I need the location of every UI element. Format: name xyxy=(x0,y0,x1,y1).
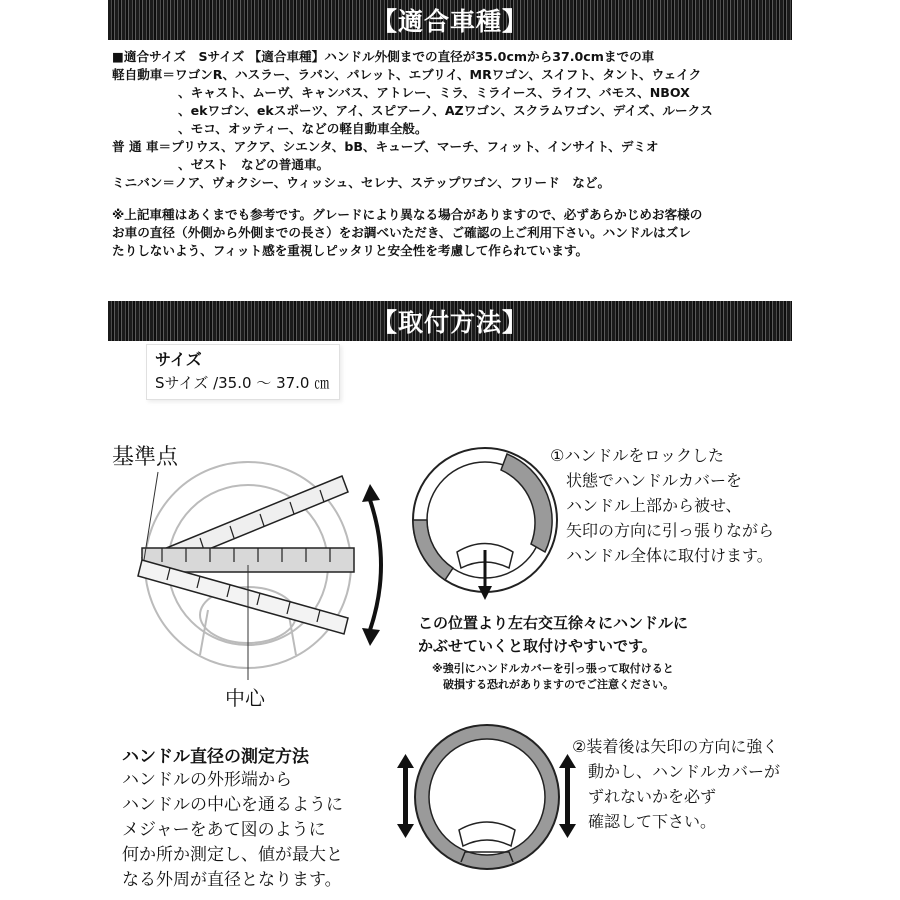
kei-line-2: 、ekワゴン、ekスポーツ、アイ、スピアーノ、AZワゴン、スクラムワゴン、デイズ、ルークス xyxy=(178,103,713,118)
kei-label: 軽自動車＝ xyxy=(112,67,175,82)
step2-text: ②装着後は矢印の方向に強く 動かし、ハンドルカバーが ずれないかを必ず 確認して下さい。 xyxy=(572,737,781,831)
compatibility-spec xyxy=(112,48,802,260)
note-line-0: ※上記車種はあくまでも参考です。グレードにより異なる場合がありますので、必ずあらかじめお客様の xyxy=(112,207,703,222)
size-line: ■適合サイズ Sサイズ 【適合車種】ハンドル外側までの直径が35.0cmから37.0cmまでの車 xyxy=(112,49,655,64)
note-line-1: お車の直径（外側から外側までの長さ）をお調べいただき、ご確認の上ご利用下さい。ハンドルはズレ xyxy=(112,225,691,240)
caution-note: ※強引にハンドルカバーを引っ張って取付けると 破損する恐れがありますのでご注意ください。 xyxy=(432,662,674,691)
futsu-row xyxy=(112,138,802,156)
note-line-2: たりしないよう、フィット感を重視しピッタリと安全性を考慮して作られています。 xyxy=(112,243,589,258)
center-label: 中心 xyxy=(225,686,265,710)
size-box xyxy=(146,344,340,400)
size-box-value: Sサイズ /35.0 ～ 37.0 ㎝ xyxy=(155,374,330,392)
size-box-title: サイズ xyxy=(155,350,202,369)
install-step2-wheel-icon xyxy=(395,712,580,877)
kei-line-3: 、モコ、オッティー、などの軽自動車全般。 xyxy=(178,121,428,136)
measure-method-title: ハンドル直径の測定方法 xyxy=(122,747,309,767)
minivan-label: ミニバン＝ xyxy=(112,175,175,190)
measure-method-body: ハンドルの外形端から ハンドルの中心を通るように メジャーをあて図のように 何か所か測定し、値が最大と なる外周が直径となります。 xyxy=(122,770,343,890)
reference-point-label: 基準点 xyxy=(112,445,179,470)
futsu-line-1: 、ゼスト などの普通車。 xyxy=(178,157,330,172)
installation-banner xyxy=(108,301,792,341)
installation-heading: 【取付方法】 xyxy=(371,308,528,337)
install-step1-wheel-icon xyxy=(405,440,570,605)
rotate-arrow-icon xyxy=(362,484,381,646)
futsu-label: 普 通 車＝ xyxy=(112,139,172,154)
reference-point-leader xyxy=(144,472,158,560)
kei-line-1: 、キャスト、ムーヴ、キャンバス、アトレー、ミラ、ミライース、ライフ、バモス、NBOX xyxy=(178,85,690,100)
kei-row xyxy=(112,66,802,84)
compatible-cars-heading: 【適合車種】 xyxy=(371,7,528,36)
minivan-row xyxy=(112,174,802,192)
compatible-cars-banner xyxy=(108,0,792,40)
step1-text: ①ハンドルをロックした 状態でハンドルカバーを ハンドル上部から被せ、 矢印の方向に引っ張りながら ハンドル全体に取付けます。 xyxy=(550,446,775,565)
measurement-diagram xyxy=(100,440,400,700)
futsu-line-0: プリウス、アクア、シエンタ、bB、キューブ、マーチ、フィット、インサイト、デミオ xyxy=(171,139,659,154)
minivan-line: ノア、ヴォクシー、ウィッシュ、セレナ、ステップワゴン、フリード など。 xyxy=(174,175,611,190)
kei-line-0: ワゴンR、ハスラー、ラパン、パレット、エブリイ、MRワゴン、スイフト、タント、ウェイク xyxy=(174,67,702,82)
install-tip-text: この位置より左右交互徐々にハンドルに かぶせていくと取付けやすいです。 xyxy=(418,614,689,655)
